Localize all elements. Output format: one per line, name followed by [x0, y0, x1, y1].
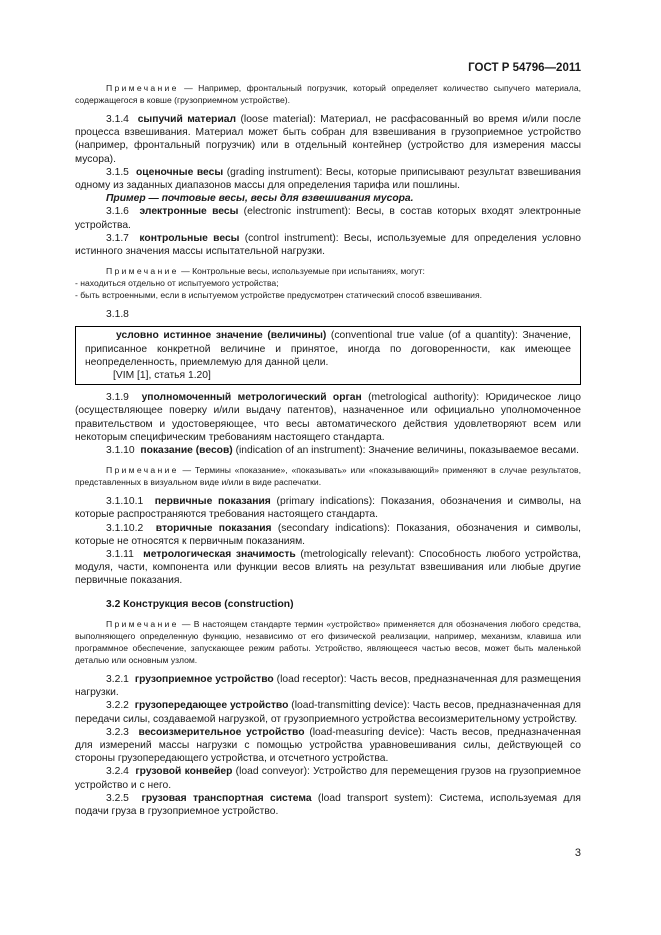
term-3-1-10-1: 3.1.10.1 первичные показания (primary indications): Показания, обозначения и символы, на которые распространяются требования настоящего стандарта. [75, 496, 581, 521]
document-header: ГОСТ Р 54796—2011 [468, 62, 581, 74]
term-3-1-10: 3.1.10 показание (весов) (indication of an instrument): Значение величины, показываемое весами. [106, 445, 579, 457]
note-control-instrument: Примечание — Контрольные весы, используемые при испытаниях, могут: - находиться отдельно от испытуемого устройства; - быть встроенными, если в испытуемом устройстве предусмотрен статический способ взвешивания. [75, 265, 581, 301]
page-number: 3 [574, 847, 581, 859]
list-item: - быть встроенными, если в испытуемом устройстве предусмотрен статический способ взвешивания. [75, 290, 482, 301]
term-3-1-6: 3.1.6 электронные весы (electronic instrument): Весы, в состав которых входят электронные устройства. [75, 206, 581, 231]
term-3-1-10-2: 3.1.10.2 вторичные показания (secondary indications): Показания, обозначения и символы, которые не относятся к первичным показаниям. [75, 522, 581, 547]
note-device: Примечание — В настоящем стандарте термин «устройство» применяется для обозначения любого средства, выполняющего определенную функцию, независимо от его физической реализации, например, механизм, клавиша или программное обеспечение, запускающее режим работы. Устройство, являющееся частью весов, может быть маленькой деталью или основным узлом. [75, 618, 581, 665]
term-3-2-4: 3.2.4 грузовой конвейер (load conveyor): Устройство для перемещения грузов на грузоприемное устройство и с него. [75, 766, 581, 791]
term-3-1-7: 3.1.7 контрольные весы (control instrument): Весы, используемые для определения условно истинного значения массы испытательной нагрузки. [75, 232, 581, 258]
page-content [75, 82, 581, 818]
section-heading-3-2: 3.2 Конструкция весов (construction) [106, 598, 294, 610]
citation: [VIM [1], статья 1.20] [113, 370, 211, 382]
note-material: Примечание — Например, фронтальный погрузчик, который определяет количество сыпучего материала, содержащегося в ковше (грузоприемном устройстве). [75, 83, 581, 105]
term-3-1-9: 3.1.9 уполномоченный метрологический орган (metrological authority): Юридическое лицо (осуществляющее поверку и/или выдачу патентов), назначенное или официально уполномоченное правительством и удостоверяющее, что весы автоматического действия удовлетворяют всем или некоторым специфическим требованиям настоящего стандарта. [75, 392, 581, 443]
term-3-1-11: 3.1.11 метрологическая значимость (metrologically relevant): Способность любого устройства, модуля, части, компонента или функции весов влиять на результат взвешивания или любые другие первичные показания. [75, 549, 581, 587]
term-3-2-1: 3.2.1 грузоприемное устройство (load receptor): Часть весов, предназначенная для размещения нагрузки. [75, 673, 581, 699]
note-indication: Примечание — Термины «показание», «показывать» или «показывающий» применяют в случае результатов, представленных в визуальном виде и/или в виде распечатки. [75, 465, 581, 488]
list-item: - находиться отдельно от испытуемого устройства; [75, 278, 279, 289]
example-text: Пример — почтовые весы, весы для взвешивания мусора. [106, 193, 414, 205]
term-3-1-4: 3.1.4 сыпучий материал (loose material): Материал, не расфасованный во время и/или после процесса взвешивания. Материал может быть собран для взвешивания в грузоприемное устройство (например, фронтальный погрузчик) или в отдельный контейнер (устройство для измерения массы мусора). [75, 114, 581, 165]
term-3-2-2: 3.2.2 грузопередающее устройство (load-transmitting device): Часть весов, предназначенная для передачи силы, создаваемой нагрузкой, от грузоприемного устройства весоизмерительному устройству. [75, 700, 581, 725]
term-3-2-5: 3.2.5 грузовая транспортная система (load transport system): Система, используемая для подачи груза в грузоприемное устройство. [75, 792, 581, 817]
term-3-2-3: 3.2.3 весоизмерительное устройство (load-measuring device): Часть весов, предназначенная для измерений массы нагрузки с помощью устройства уравновешивания силы, действующей со стороны грузопередающего устройства, и отсчетного устройства. [75, 726, 581, 765]
term-3-1-8: 3.1.8 [106, 309, 129, 321]
definition-box: условно истинное значение (величины) (conventional true value (of a quantity): Значение, приписанное конкретной величине и принятое, иногда по договоренности, как имеющее неопределенность, приемлемую для данной цели. [VIM [1], статья 1.20] [75, 326, 581, 385]
term-3-1-5: 3.1.5 оценочные весы (grading instrument): Весы, которые приписывают результат взвешивания одному из заданных диапазонов массы для определения тарифа или пошлины. [75, 166, 581, 192]
